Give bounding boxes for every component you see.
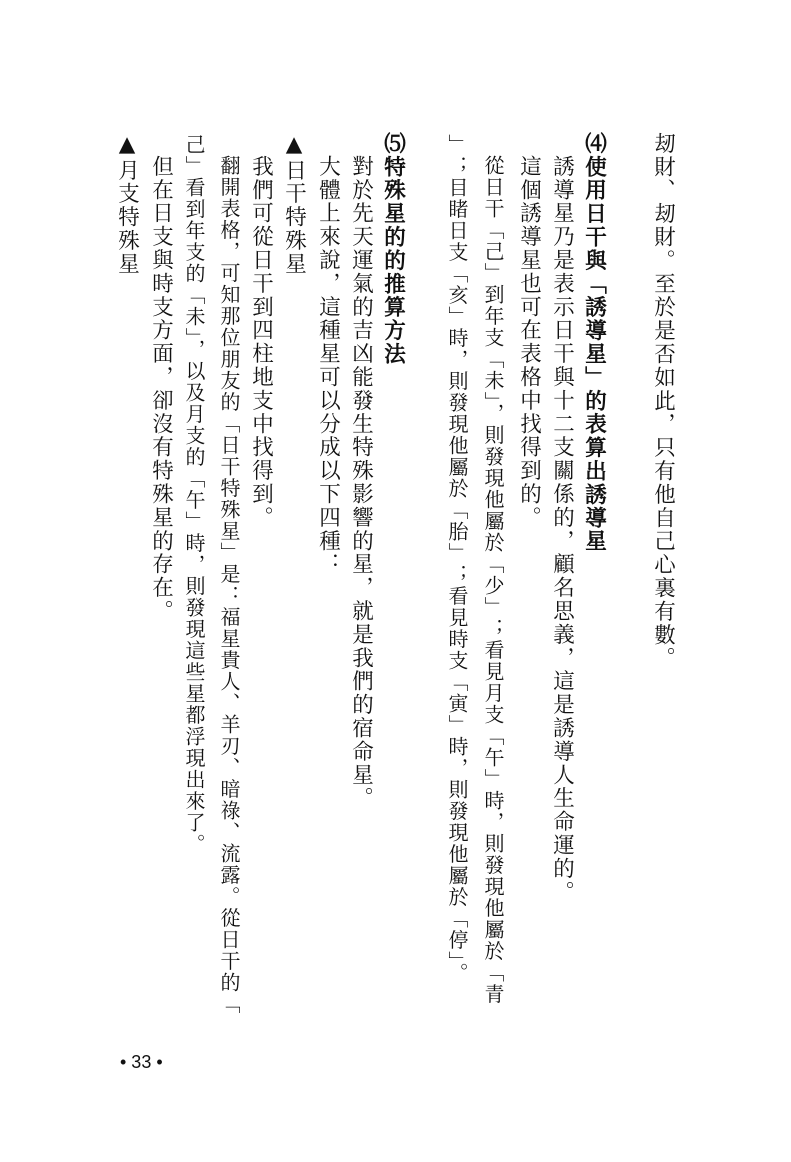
text-line-11: 我們可從日干到四柱地支中找得到。: [248, 155, 274, 530]
text-line-12: 翻開表格，可知那位朋友的「日干特殊星」是：福星貴人、羊刃、暗祿、流露。從日干的「: [217, 155, 241, 1015]
section-heading-4: ⑷使用日干與「誘導星」的表算出誘導星: [581, 132, 607, 554]
text-line-4: 這個誘導星也可在表格中找得到的。: [516, 155, 542, 530]
subheading-month-branch-stars: ▲月支特殊星: [114, 132, 140, 276]
text-line-3: 誘導星乃是表示日干與十二支關係的，顧名思義，這是誘導人生命運的。: [549, 155, 575, 904]
page-number: • 33 •: [120, 1052, 163, 1072]
text-line-8: 對於先天運氣的吉凶能發生特殊影響的星，就是我們的宿命星。: [348, 155, 374, 811]
text-line-9: 大體上來說，這種星可以分成以下四種：: [315, 155, 341, 577]
text-line-14: 但在日支與時支方面，卻沒有特殊星的存在。: [148, 155, 174, 623]
text-line-13: 己」看到年支的「未」，以及月支的「午」時，則發現這些星都浮現出來了。: [182, 134, 206, 855]
text-line-6: 」；目睹日支「亥」時，則發現他屬於「胎」；看見時支「寅」時，則發現他屬於「停」。: [445, 134, 469, 984]
section-heading-5: ⑸特殊星的的推算方法: [380, 132, 406, 366]
text-line-1: 刼財、刼財。至於是否如此，只有他自己心裏有數。: [650, 132, 676, 671]
subheading-day-stem-stars: ▲日干特殊星: [281, 132, 307, 276]
text-line-5: 從日干「己」到年支「未」，則發現他屬於「少」；看見月支「午」時，則發現他屬於「青: [481, 155, 505, 1005]
